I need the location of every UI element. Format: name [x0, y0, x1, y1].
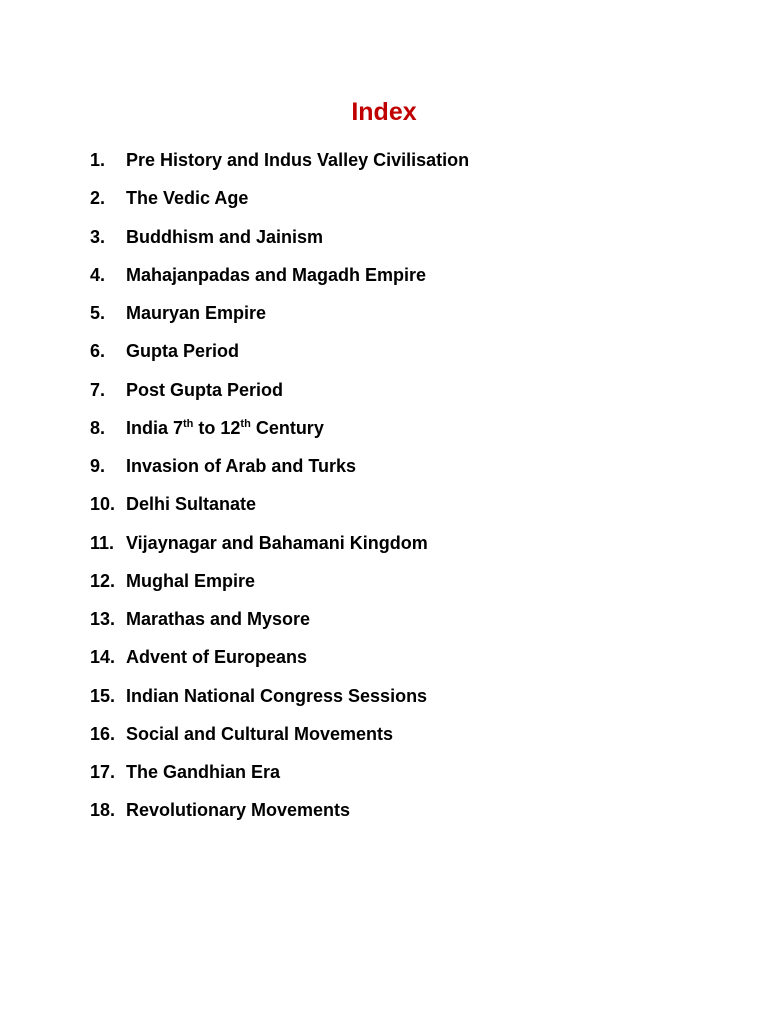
item-title: Vijaynagar and Bahamani Kingdom	[126, 532, 428, 553]
item-title: The Gandhian Era	[126, 762, 281, 782]
item-title: Marathas and Mysore	[126, 609, 311, 629]
index-item	[90, 720, 710, 758]
item-title-part: India 7	[126, 417, 184, 438]
item-title: Pre History and Indus Valley Civilisation	[126, 150, 470, 170]
index-item	[90, 184, 710, 222]
item-title: Buddhism and Jainism	[126, 226, 324, 247]
item-number: 13.	[90, 609, 116, 629]
index-list	[90, 146, 710, 835]
item-title: Social and Cultural Movements	[126, 723, 394, 744]
index-item	[90, 529, 710, 567]
item-number: 4.	[90, 264, 106, 285]
index-item	[90, 376, 710, 414]
index-item	[90, 490, 710, 528]
item-title: Advent of Europeans	[126, 647, 308, 668]
item-title: Mughal Empire	[126, 570, 256, 591]
item-title: Indian National Congress Sessions	[126, 685, 428, 706]
index-item	[90, 758, 710, 796]
item-number: 7.	[90, 379, 106, 400]
item-title: Mauryan Empire	[126, 303, 267, 323]
item-title: Invasion of Arab and Turks	[126, 456, 357, 476]
item-number: 10.	[90, 494, 116, 515]
item-number: 18.	[90, 800, 116, 821]
page-title: Index	[351, 98, 417, 126]
ordinal-suffix: th	[240, 417, 251, 430]
item-number: 17.	[90, 762, 116, 782]
ordinal-suffix: th	[183, 417, 194, 430]
index-item	[90, 337, 710, 375]
item-title: Gupta Period	[126, 341, 240, 362]
index-item	[90, 146, 710, 184]
index-item	[90, 605, 710, 643]
item-number: 5.	[90, 303, 106, 323]
index-item	[90, 452, 710, 490]
item-title	[126, 414, 324, 442]
item-title-part: Century	[250, 417, 324, 438]
item-number: 15.	[90, 685, 116, 706]
index-item	[90, 223, 710, 261]
item-number: 16.	[90, 723, 116, 744]
item-title: Mahajanpadas and Magadh Empire	[126, 264, 427, 285]
index-item	[90, 414, 710, 452]
item-number: 9.	[90, 456, 106, 476]
index-item	[90, 682, 710, 720]
item-number: 12.	[90, 570, 116, 591]
item-title: Delhi Sultanate	[126, 494, 257, 515]
item-title: Revolutionary Movements	[126, 800, 351, 821]
index-item	[90, 643, 710, 681]
item-number: 11.	[90, 532, 115, 553]
item-title: Post Gupta Period	[126, 379, 284, 400]
item-number: 14.	[90, 647, 116, 668]
item-number: 1.	[90, 150, 106, 170]
item-number: 3.	[90, 226, 106, 247]
index-item	[90, 261, 710, 299]
item-number: 8.	[90, 417, 106, 438]
index-item	[90, 567, 710, 605]
index-item	[90, 299, 710, 337]
item-title-part: to 12	[193, 417, 241, 438]
item-number: 6.	[90, 341, 106, 362]
item-number: 2.	[90, 188, 106, 209]
index-item	[90, 796, 710, 834]
item-title: The Vedic Age	[126, 188, 249, 209]
